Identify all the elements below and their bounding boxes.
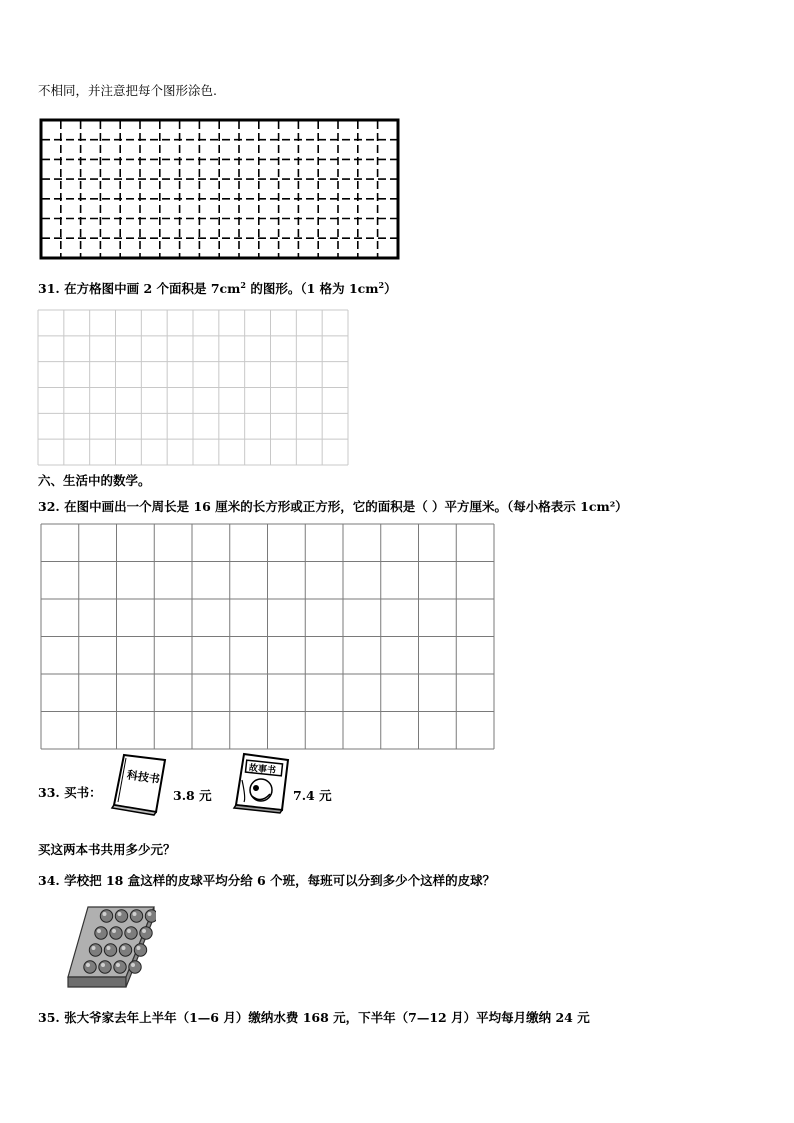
question-34-text: 学校把 18 盒这样的皮球平均分给 6 个班，每班可以分到多少个这样的皮球？ bbox=[64, 873, 496, 888]
ball-box-icon bbox=[66, 905, 156, 991]
question-33 bbox=[38, 785, 102, 801]
question-35-number: 35. bbox=[38, 1010, 60, 1025]
question-33-number: 33. bbox=[38, 785, 60, 800]
question-31-number: 31. bbox=[38, 281, 60, 296]
story-book-cover-text: 故事书 bbox=[248, 763, 277, 777]
story-book-price: 7.4 元 bbox=[293, 788, 332, 803]
story-book-icon bbox=[232, 752, 292, 814]
question-31-sup1: 2 bbox=[240, 279, 246, 290]
question-31-text-after: ） bbox=[384, 281, 397, 296]
grid-31[interactable] bbox=[37, 309, 350, 467]
science-book-icon bbox=[110, 752, 172, 816]
science-book-price: 3.8 元 bbox=[173, 788, 212, 803]
question-35 bbox=[38, 1010, 590, 1026]
question-32-number: 32. bbox=[38, 499, 60, 514]
grid-32[interactable] bbox=[40, 523, 496, 751]
question-33-label: 买书： bbox=[64, 785, 102, 800]
question-32 bbox=[38, 499, 628, 515]
intro-text: 不相同，并注意把每个图形涂色. bbox=[38, 83, 217, 98]
question-35-text: 张大爷家去年上半年（1—6 月）缴纳水费 168 元，下半年（7—12 月）平均每月缴纳 24 元 bbox=[64, 1010, 590, 1025]
science-book-cover-text: 科技书 bbox=[126, 768, 161, 786]
question-31 bbox=[38, 281, 397, 297]
question-33-question: 买这两本书共用多少元？ bbox=[38, 842, 176, 857]
section-6-title: 六、生活中的数学。 bbox=[38, 473, 151, 488]
question-34 bbox=[38, 873, 495, 889]
question-32-text: 在图中画出一个周长是 16 厘米的长方形或正方形，它的面积是（ ）平方厘米。（每小格表示 1cm²） bbox=[64, 499, 628, 514]
question-31-sup2: 2 bbox=[378, 279, 385, 290]
dashed-grid-figure bbox=[38, 117, 401, 261]
question-31-text-before: 在方格图中画 2 个面积是 7cm bbox=[64, 281, 241, 296]
question-31-text-mid: 的图形。（1 格为 1cm bbox=[245, 281, 379, 296]
question-34-number: 34. bbox=[38, 873, 60, 888]
